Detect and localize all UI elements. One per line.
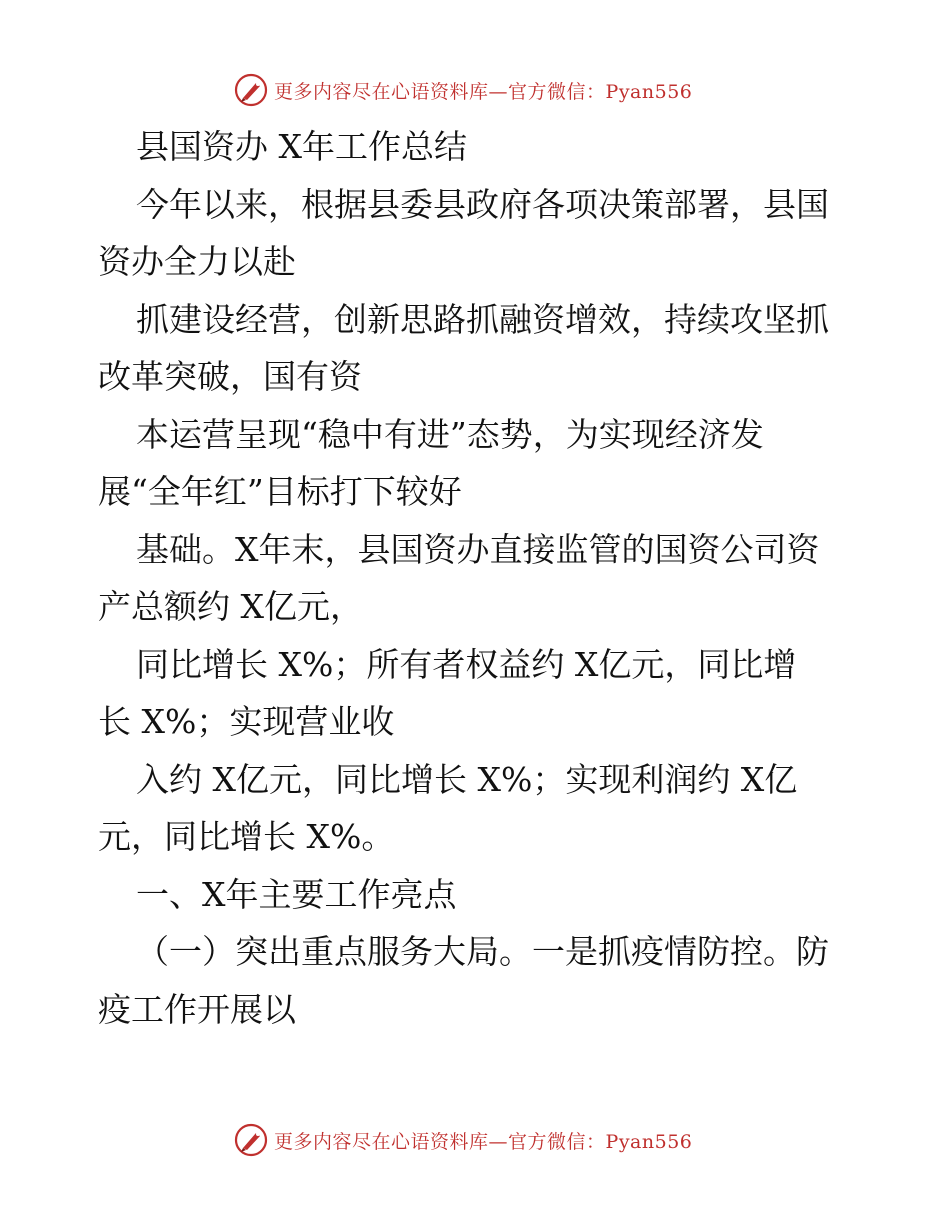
watermark-separator: —: [488, 80, 509, 103]
wechat-id: Pyan556: [605, 80, 693, 103]
section-heading: 一、X年主要工作亮点: [136, 874, 457, 914]
watermark-text: 更多内容尽在心语资料库: [274, 80, 489, 103]
text-line: 产总额约 X亿元，: [98, 587, 363, 626]
wechat-label: 官方微信：: [508, 1130, 606, 1153]
text-line: 同比增长 X%；所有者权益约 X亿元，同比增: [136, 644, 797, 684]
document-title: 县国资办 X年工作总结: [136, 127, 467, 166]
text-line: 长 X%；实现营业收: [98, 702, 395, 741]
watermark-header: [234, 70, 754, 110]
text-line: 今年以来，根据县委县政府各项决策部署，县国: [136, 184, 829, 224]
watermark-footer: [234, 1120, 754, 1160]
text-line: 元，同比增长 X%。: [98, 817, 395, 856]
text-line: 抓建设经营，创新思路抓融资增效，持续攻坚抓: [136, 299, 829, 339]
text-line: 疫工作开展以: [98, 989, 296, 1029]
pen-logo-icon: [234, 1123, 268, 1157]
watermark-text-block: [274, 77, 692, 104]
wechat-label: 官方微信：: [508, 80, 606, 103]
text-line: 入约 X亿元，同比增长 X%；实现利润约 X亿: [136, 759, 798, 799]
text-line: 本运营呈现“稳中有进”态势，为实现经济发: [136, 414, 764, 454]
watermark-text-block: [274, 1127, 692, 1154]
text-line: （一）突出重点服务大局。一是抓疫情防控。防: [136, 932, 829, 971]
text-line: 展“全年红”目标打下较好: [98, 472, 462, 511]
text-line: 资办全力以赴: [98, 242, 296, 281]
watermark-separator: —: [488, 1130, 509, 1153]
document-body: [98, 118, 858, 1038]
wechat-id: Pyan556: [605, 1130, 693, 1153]
watermark-text: 更多内容尽在心语资料库: [274, 1130, 489, 1153]
text-line: 改革突破，国有资: [98, 357, 362, 396]
text-line: 基础。X年末，县国资办直接监管的国资公司资: [136, 529, 820, 569]
pen-logo-icon: [234, 73, 268, 107]
